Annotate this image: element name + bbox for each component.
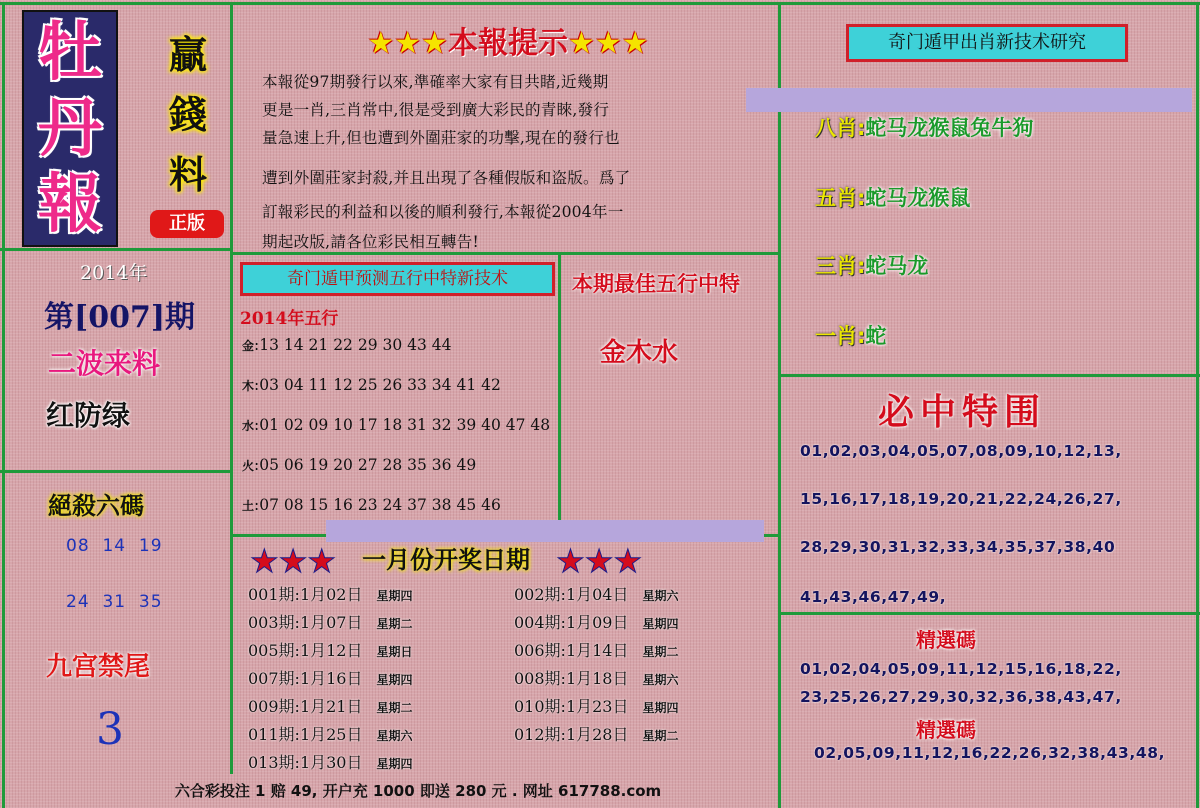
divider: [780, 374, 1200, 377]
zodiac-label: 一肖: [815, 324, 857, 348]
zodiac-label: 五肖: [815, 186, 857, 210]
calendar-issue: 013期: [248, 753, 295, 772]
divider: [1196, 2, 1199, 808]
calendar-weekday: 星期四: [642, 701, 679, 715]
element-numbers: 07 08 15 16 23 24 37 38 45 46: [259, 496, 501, 514]
calendar-weekday: 星期二: [642, 645, 679, 659]
calendar-date: 1月12日: [299, 641, 363, 660]
side-char: 錢: [168, 92, 207, 137]
calendar-entry: 002期:1月04日 星期六: [514, 585, 679, 604]
wuxing-row: 木:03 04 11 12 25 26 33 34 41 42: [242, 376, 501, 394]
divider: [558, 252, 561, 534]
calendar-date: 1月04日: [565, 585, 629, 604]
calendar-entry: 004期:1月09日 星期四: [514, 613, 679, 632]
star-icon: ★★★: [250, 542, 337, 580]
zodiac-row: 三肖:蛇马龙: [815, 254, 929, 278]
notice-line: 本報從97期發行以來,準確率大家有目共睹,近幾期: [262, 73, 609, 91]
erbo-title: 二波来料: [48, 347, 161, 380]
calendar-date: 1月07日: [299, 613, 363, 632]
zodiac-value: 蛇马龙: [865, 254, 929, 278]
jueshao-numbers: 24 31 35: [66, 592, 163, 612]
divider: [232, 252, 780, 255]
zodiac-row: 五肖:蛇马龙猴鼠: [815, 186, 971, 210]
footer-ad: 六合彩投注 1 赔 49, 开户充 1000 即送 280 元 . 网址 617788.com: [174, 782, 662, 800]
star-icon: ★★★: [556, 542, 643, 580]
bizhong-title: 必中特围: [878, 392, 1047, 433]
notice-line: 遭到外圍莊家封殺,并且出現了各種假版和盗版。爲了: [262, 169, 631, 187]
notice-title: [340, 24, 676, 64]
notice-line: 量急速上升,但也遭到外圍莊家的功擊,現在的發行也: [262, 129, 620, 147]
jiugong-title: 九宫禁尾: [46, 652, 151, 682]
qimen-title: 奇门遁甲出肖新技术研究: [846, 24, 1128, 62]
wuxing-row: 金:13 14 21 22 29 30 43 44: [242, 336, 452, 354]
number-line: 23,25,26,27,29,30,32,36,38,43,47,: [800, 688, 1122, 706]
calendar-weekday: 星期四: [376, 757, 413, 771]
calendar-issue: 002期: [514, 585, 561, 604]
calendar-date: 1月16日: [299, 669, 363, 688]
element-numbers: 05 06 19 20 27 28 35 36 49: [259, 456, 477, 474]
zodiac-row: 一肖:蛇: [815, 324, 887, 348]
jingxuan-title: 精選碼: [916, 718, 976, 742]
divider: [0, 248, 232, 251]
notice-title-text: 本報提示: [448, 26, 568, 61]
calendar-title: [250, 540, 765, 578]
calendar-issue: 010期: [514, 697, 561, 716]
element-numbers: 13 14 21 22 29 30 43 44: [259, 336, 452, 354]
genuine-badge: 正版: [150, 210, 224, 238]
calendar-issue: 012期: [514, 725, 561, 744]
zodiac-label: 三肖: [815, 254, 857, 278]
number-line: 28,29,30,31,32,33,34,35,37,38,40: [800, 538, 1116, 556]
divider: [780, 612, 1200, 615]
calendar-date: 1月18日: [565, 669, 629, 688]
jingxuan-title: 精選碼: [916, 628, 976, 652]
element-label: 火: [242, 459, 255, 473]
calendar-weekday: 星期六: [642, 673, 679, 687]
year-label: 2014年: [80, 262, 148, 284]
divider: [0, 470, 232, 473]
calendar-entry: 003期:1月07日 星期二: [248, 613, 413, 632]
calendar-title-text: 一月份开奖日期: [362, 546, 531, 574]
best-wuxing-value: 金木水: [600, 338, 679, 368]
calendar-issue: 006期: [514, 641, 561, 660]
notice-line: 期起改版,請各位彩民相互轉告!: [262, 233, 479, 251]
divider: [778, 2, 781, 808]
calendar-entry: 006期:1月14日 星期二: [514, 641, 679, 660]
calendar-weekday: 星期四: [642, 617, 679, 631]
element-label: 木: [242, 379, 255, 393]
notice-line: 訂報彩民的利益和以後的順利發行,本報從2004年一: [262, 203, 624, 221]
side-char: 贏: [168, 32, 207, 77]
masthead-char: 牡: [38, 16, 102, 90]
calendar-date: 1月23日: [565, 697, 629, 716]
calendar-entry: 011期:1月25日 星期六: [248, 725, 413, 744]
side-char: 料: [168, 152, 207, 197]
zodiac-value: 蛇马龙猴鼠兔牛狗: [865, 116, 1034, 140]
calendar-weekday: 星期日: [376, 645, 413, 659]
calendar-entry: 008期:1月18日 星期六: [514, 669, 679, 688]
notice-line: 更是一肖,三肖常中,很是受到廣大彩民的青睞,發行: [262, 101, 610, 119]
calendar-entry: 009期:1月21日 星期二: [248, 697, 413, 716]
wuxing-year: 2014年五行: [240, 309, 339, 329]
calendar-date: 1月02日: [299, 585, 363, 604]
element-numbers: 01 02 09 10 17 18 31 32 39 40 47 48: [259, 416, 551, 434]
calendar-entry: 010期:1月23日 星期四: [514, 697, 679, 716]
calendar-entry: 001期:1月02日 星期四: [248, 585, 413, 604]
calendar-weekday: 星期四: [376, 673, 413, 687]
calendar-weekday: 星期六: [376, 729, 413, 743]
divider: [230, 2, 233, 774]
calendar-entry: 012期:1月28日 星期二: [514, 725, 679, 744]
number-line: 01,02,04,05,09,11,12,15,16,18,22,: [800, 660, 1122, 678]
calendar-issue: 003期: [248, 613, 295, 632]
zodiac-label: 八肖: [815, 116, 857, 140]
element-numbers: 03 04 11 12 25 26 33 34 41 42: [259, 376, 501, 394]
wuxing-row: 火:05 06 19 20 27 28 35 36 49: [242, 456, 477, 474]
number-line: 41,43,46,47,49,: [800, 588, 947, 606]
issue-number: 第[007]期: [44, 300, 196, 335]
jueshao-numbers: 08 14 19: [66, 536, 163, 556]
calendar-date: 1月09日: [565, 613, 629, 632]
calendar-issue: 011期: [248, 725, 295, 744]
divider: [0, 2, 1200, 5]
number-line: 02,05,09,11,12,16,22,26,32,38,43,48,: [814, 744, 1166, 762]
calendar-weekday: 星期二: [376, 617, 413, 631]
best-wuxing-title: 本期最佳五行中特: [572, 272, 740, 296]
calendar-issue: 008期: [514, 669, 561, 688]
calendar-entry: 013期:1月30日 星期四: [248, 753, 413, 772]
number-line: 15,16,17,18,19,20,21,22,24,26,27,: [800, 490, 1122, 508]
wuxing-row: 土:07 08 15 16 23 24 37 38 45 46: [242, 496, 501, 514]
element-label: 土: [242, 499, 255, 513]
star-icon: ★★★: [367, 26, 448, 61]
masthead-logo: [22, 10, 118, 247]
color-tip: 红防绿: [46, 399, 131, 432]
zodiac-row: 八肖:蛇马龙猴鼠兔牛狗: [815, 116, 1034, 140]
calendar-weekday: 星期二: [376, 701, 413, 715]
masthead-char: 丹: [38, 92, 102, 166]
calendar-weekday: 星期六: [642, 589, 679, 603]
calendar-entry: 007期:1月16日 星期四: [248, 669, 413, 688]
divider: [2, 2, 5, 808]
number-line: 01,02,03,04,05,07,08,09,10,12,13,: [800, 442, 1122, 460]
calendar-issue: 004期: [514, 613, 561, 632]
decor-bar: [746, 88, 1192, 112]
element-label: 水: [242, 419, 255, 433]
zodiac-value: 蛇: [865, 324, 887, 348]
calendar-date: 1月14日: [565, 641, 629, 660]
calendar-date: 1月30日: [299, 753, 363, 772]
jueshao-title: 絕殺六碼: [48, 491, 144, 520]
element-label: 金: [242, 339, 255, 353]
jiugong-value: 3: [96, 704, 124, 755]
calendar-date: 1月25日: [299, 725, 363, 744]
calendar-date: 1月28日: [565, 725, 629, 744]
star-icon: ★★★: [568, 26, 649, 61]
calendar-issue: 001期: [248, 585, 295, 604]
decor-bar: [326, 520, 764, 542]
wuxing-row: 水:01 02 09 10 17 18 31 32 39 40 47 48: [242, 416, 551, 434]
calendar-issue: 005期: [248, 641, 295, 660]
masthead-char: 報: [38, 168, 102, 242]
calendar-weekday: 星期四: [376, 589, 413, 603]
calendar-weekday: 星期二: [642, 729, 679, 743]
wuxing-title: 奇门遁甲预测五行中特新技术: [240, 262, 555, 296]
calendar-issue: 007期: [248, 669, 295, 688]
zodiac-value: 蛇马龙猴鼠: [865, 186, 971, 210]
calendar-entry: 005期:1月12日 星期日: [248, 641, 413, 660]
calendar-date: 1月21日: [299, 697, 363, 716]
calendar-issue: 009期: [248, 697, 295, 716]
